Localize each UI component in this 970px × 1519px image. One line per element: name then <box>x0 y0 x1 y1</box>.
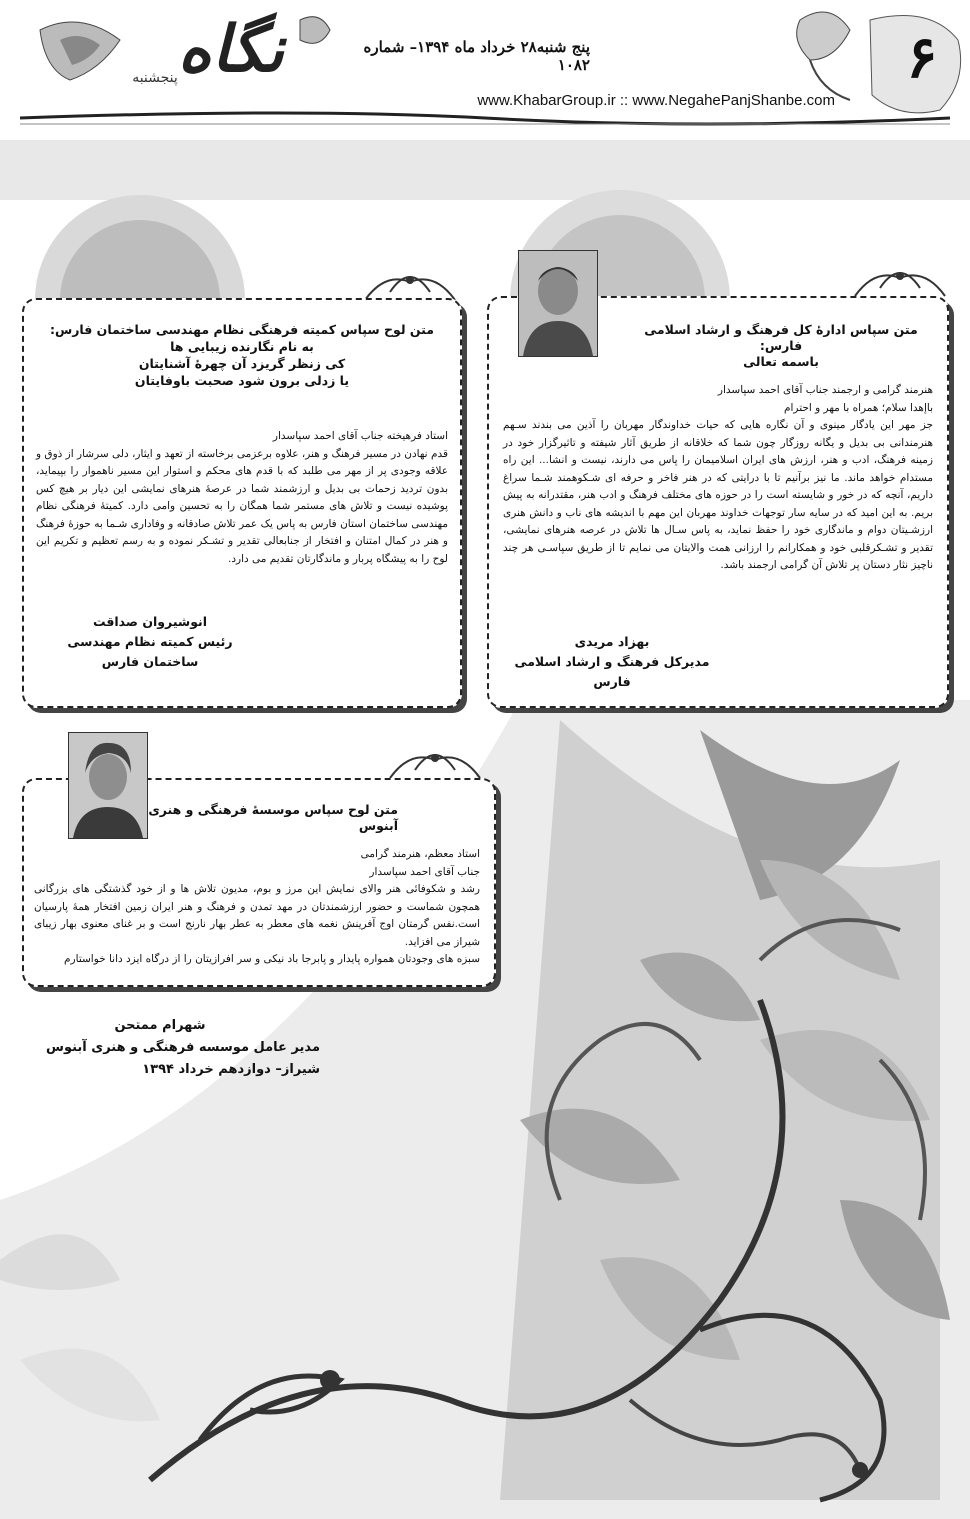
letter-body: جز مهر این یادگار مینوی و آن نگاره هایی که حیات خداوندگار مهربان را آذین می بندند سـهم هنرمندانی بی بدیل و یگانه روزگار چون شما که خلاقانه از طریق آثار شیفته و تاثیرگزار خود در زمینه فرهنگ، ادب و هنر، ارزش های ایران اسلامیمان را پاس می دارند، نیست و انشا... این راه مستدام خواهد ماند. ما نیز برآنیم تا با درایتی که در هنر فاخر و حرفه ای شـکوهمند شـما سراغ داریم، آنچه که در خور و شایسته است را در حوزه های مختلف فرهنگ و ادب هنر، مقتدرانه به پیش بریم. به این امید که در سایه سار توجهات خداوند مهربان این مهم با اندیشه های ناب و دانش هنری ارزشـیتان دوام و ماندگاری خود را حفظ نماید، به پاس سـال ها تلاش در عرصه هنرهای نمایشی، تقدیر و تشـکرقلبی خود و همکارانم را ارزانی همت والایتان می نمایم تا از طریق سپاسـی هر چند ناچیز نثار دستان پر تلاش آن گرامی ارجمند باشد. <box>503 419 933 571</box>
signer-title: مدیر عامل موسسه فرهنگی و هنری آبنوس <box>46 1040 320 1055</box>
issue-date-line: پنج شنبه۲۸ خرداد ماه ۱۳۹۴– شماره ۱۰۸۲ <box>363 38 590 74</box>
closing-signature <box>20 1015 320 1081</box>
portrait-photo <box>518 250 598 357</box>
signer-name: شهرام ممتحن <box>114 1018 206 1033</box>
poem-line: کی زنظر گریزد آن چهرۀ آشنایتان <box>138 356 346 371</box>
poem-line: یا زدلی برون شود صحبت باوفایتان <box>134 373 350 388</box>
box-heading: متن لوح سپاس کمیته فرهنگی نظام مهندسی ساختمان فارس: <box>49 322 434 337</box>
signer-name: انوشیروان صداقت <box>92 614 208 629</box>
newspaper-logo-subtitle: پنجشنبه <box>132 70 178 86</box>
thank-you-box-ershad <box>487 296 949 708</box>
greeting-line: استاد فرهیخته جناب آقای احمد سپاسدار <box>272 430 448 442</box>
box-heading: متن سپاس ادارۀ کل فرهنگ و ارشاد اسلامی فارس: <box>644 322 918 353</box>
poem-line: به نام نگارنده زیبایی ها <box>170 339 314 354</box>
box-heading: متن لوح سپاس موسسۀ فرهنگی و هنری آبنوس <box>148 802 398 833</box>
signer-name: بهزاد مریدی <box>574 634 650 649</box>
ornament-icon <box>385 740 485 780</box>
newspaper-logo: نگاه <box>177 12 285 87</box>
ornament-icon <box>360 262 460 302</box>
signer-title: مدیرکل فرهنگ و ارشاد اسلامی فارس <box>514 654 710 689</box>
greeting-line: هنرمند گرامی و ارجمند جناب آقای احمد سپاسدار <box>717 384 933 396</box>
greeting-line: استاد معظم، هنرمند گرامی <box>360 848 480 860</box>
box-subheading: باسمه تعالی <box>743 354 819 369</box>
signer-title: رئیس کمیته نظام مهندسی ساختمان فارس <box>67 634 233 669</box>
thank-you-box-engineering <box>22 298 462 708</box>
letter-body: سبزه های وجودتان همواره پایدار و پابرجا باد نیکی و سر افرازیتان را از درگاه ایزد دانا خواستارم <box>64 953 480 965</box>
website-urls[interactable]: www.KhabarGroup.ir :: www.NegahePanjShanbe.com <box>477 92 835 109</box>
letter-body: رشد و شکوفائی هنر والای نمایش این مرز و بوم، مدیون تلاش ها و از خود گذشتگی های بزرگانی همچون شماست و حضور ارزشمندتان در مهد تمدن و فرهنگ و هنر ایران زمین افتخار همۀ پارسیان است.نفس گرمتان اوج آفرینش نغمه های معطر به عطر بهار نارنج است و بر غنای معنوی بهار زیبای شیراز می افزاید. <box>34 883 480 948</box>
masthead <box>0 0 970 140</box>
greeting-line: باإهدا سلام؛ همراه با مهر و احترام <box>784 401 933 414</box>
page-number: ۶ <box>906 23 938 91</box>
letter-body: قدم نهادن در مسیر فرهنگ و هنر، علاوه برعزمی برخاسته از تعهد و ایثار، دلی سرشار از ذوق و علاقه وجودی پر از مهر می طلبد که با قدم های محکم و استوار این مسیر ناهموار را بپیماید، بدون تردید زحمات بی بدیل و ارزشمند شما در عرصۀ هنرهای نمایشی این دیار بر هیچ کس پوشیده نیست و تلاش های مستمر شما همگان را به تحسین وامی دارد. کمیتۀ فرهنگی نظام مهندسی ساختمان استان فارس به پاس یک عمر تلاش صادقانه و وفاداری شـما به حوزۀ فرهنگ و هنر در کمال امتنان و افتخار از جنابعالی تقدیر و تشـکر نموده و به رسم تعظیم و تکریم این لوح را به پیشگاه پربار و ماندگارتان تقدیم می دارد. <box>36 447 448 565</box>
person-icon <box>69 733 147 838</box>
greeting-line: جناب آقای احمد سپاسدار <box>369 865 480 878</box>
portrait-photo <box>68 732 148 839</box>
person-icon <box>519 251 597 356</box>
place-date: شیراز– دوازدهم خرداد ۱۳۹۴ <box>142 1062 320 1077</box>
ornament-icon <box>850 258 950 298</box>
